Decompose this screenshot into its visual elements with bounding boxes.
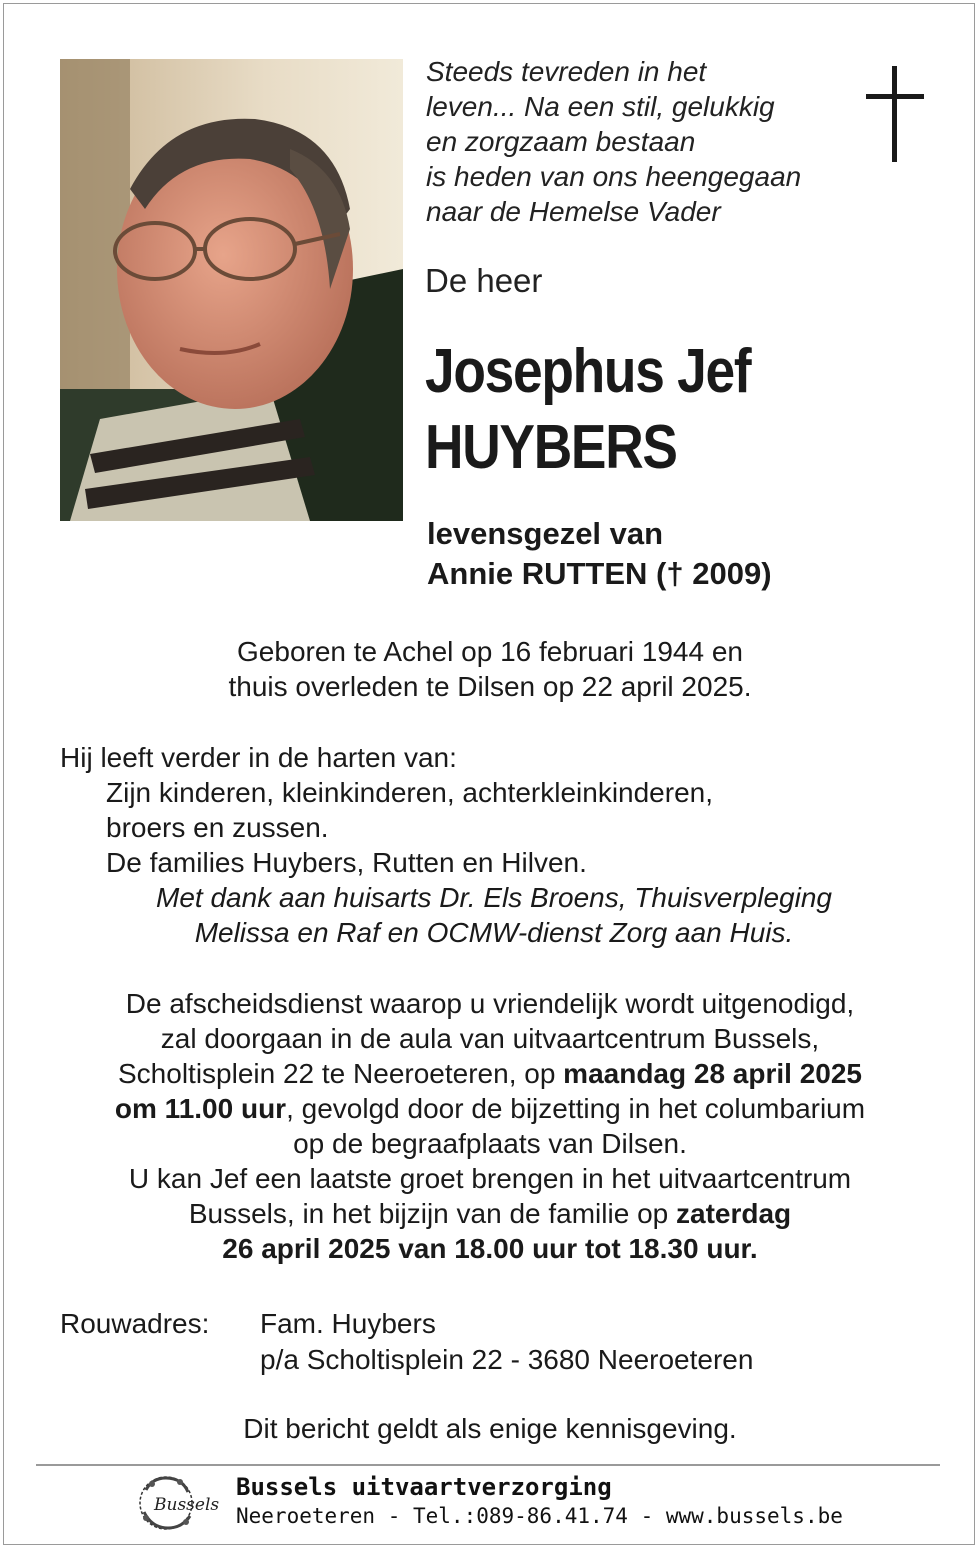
last-name: HUYBERS (425, 413, 677, 482)
born-line: thuis overleden te Dilsen op 22 april 2025. (228, 671, 752, 702)
survivors-line: De families Huybers, Rutten en Hilven. (106, 847, 587, 878)
footer (236, 1472, 843, 1530)
company-name: Bussels uitvaartverzorging (236, 1473, 612, 1501)
service-line: 26 april 2025 van 18.00 uur tot 18.30 uur. (222, 1233, 758, 1264)
survivors-line: Zijn kinderen, kleinkinderen, achterkleinkinderen, (106, 777, 714, 808)
survivors (60, 740, 713, 880)
address-label: Rouwadres: (60, 1308, 210, 1339)
poem-line: leven... Na een stil, gelukkig (426, 91, 775, 122)
death-notice-card (3, 3, 975, 1545)
partner-line: levensgezel van (427, 516, 664, 551)
svg-text:Bussels: Bussels (154, 1495, 220, 1515)
survivors-line: broers en zussen. (106, 812, 329, 843)
first-name: Josephus Jef (425, 337, 751, 406)
service-line: U kan Jef een laatste groet brengen in het uitvaartcentrum (128, 1163, 852, 1194)
cross-icon (866, 66, 924, 164)
bussels-logo (132, 1470, 227, 1536)
address-line: Fam. Huybers (260, 1308, 436, 1339)
honorific: De heer (425, 262, 543, 299)
divider (36, 1464, 940, 1466)
poem-line: en zorgzaam bestaan (426, 126, 696, 157)
service-line: De afscheidsdienst waarop u vriendelijk wordt uitgenodigd, (125, 988, 855, 1019)
service-line: op de begraafplaats van Dilsen. (293, 1128, 687, 1159)
mourning-address (60, 1306, 753, 1378)
deceased-name (425, 334, 750, 486)
company-contact: Neeroeteren - Tel.:089-86.41.74 - www.bussels.be (236, 1504, 843, 1528)
poem-line: naar de Hemelse Vader (426, 196, 721, 227)
survivors-intro: Hij leeft verder in de harten van: (60, 742, 457, 773)
service-line: Bussels, in het bijzijn van de familie op zaterdag (188, 1198, 792, 1229)
partner-line: Annie RUTTEN († 2009) (427, 556, 772, 591)
address-line: p/a Scholtisplein 22 - 3680 Neeroeteren (260, 1344, 754, 1375)
poem-line: Steeds tevreden in het (426, 56, 707, 87)
notice: Dit bericht geldt als enige kennisgeving. (243, 1413, 737, 1444)
born-line: Geboren te Achel op 16 februari 1944 en (237, 636, 743, 667)
partner-info (427, 514, 772, 594)
service-line: om 11.00 uur, gevolgd door de bijzetting in het columbarium (114, 1093, 866, 1124)
thanks-line: Met dank aan huisarts Dr. Els Broens, Thuisverpleging (156, 882, 832, 913)
service-info (4, 986, 976, 1266)
birth-death-info (4, 634, 976, 704)
service-line: zal doorgaan in de aula van uitvaartcentrum Bussels, (160, 1023, 820, 1054)
thanks-line: Melissa en Raf en OCMW-dienst Zorg aan Huis. (194, 917, 794, 948)
poem-line: is heden van ons heengegaan (426, 161, 802, 192)
poem (426, 54, 801, 229)
portrait-photo (60, 59, 403, 521)
service-line: Scholtisplein 22 te Neeroeteren, op maandag 28 april 2025 (118, 1058, 862, 1089)
thanks (4, 880, 980, 950)
